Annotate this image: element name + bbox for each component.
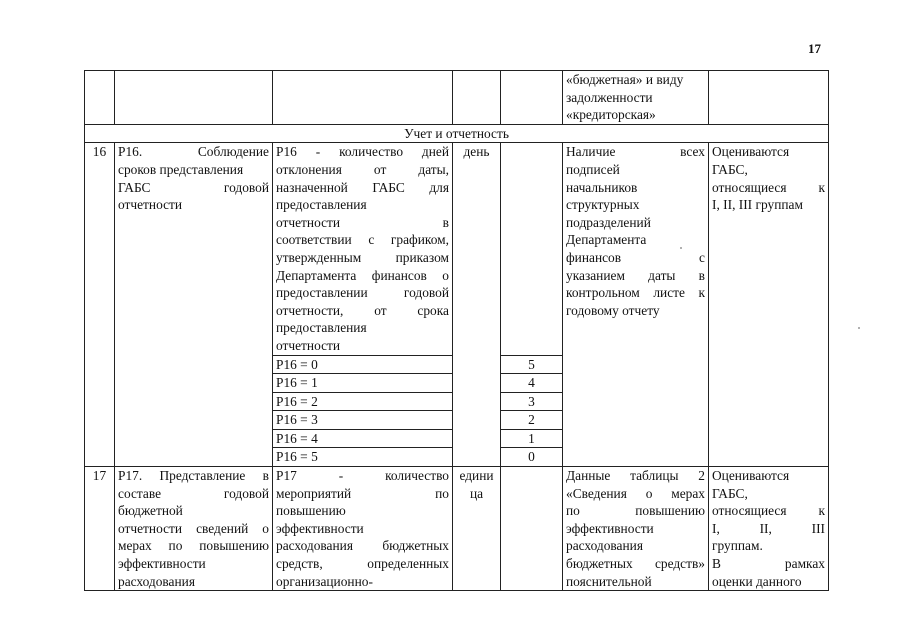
- unit: день: [453, 143, 501, 467]
- note: [709, 143, 829, 467]
- cell-note: [709, 71, 829, 125]
- score-condition: Р16 = 1: [273, 374, 453, 393]
- source-line: расходования: [566, 538, 643, 554]
- formula-line: предоставлении годовой: [276, 285, 449, 301]
- formula-line: отчетности: [276, 337, 341, 353]
- cell-formula: [273, 71, 453, 125]
- score-points: 1: [501, 429, 563, 448]
- note-line: I, II, III: [712, 520, 825, 536]
- source-line: контрольном листе к: [566, 285, 705, 301]
- name-word: годовой: [223, 179, 269, 195]
- cell-source: [563, 71, 709, 125]
- note-line: В рамках: [712, 556, 825, 572]
- data-source: [563, 143, 709, 467]
- name-line: сроков представления: [118, 161, 244, 177]
- cell-num: [85, 71, 115, 125]
- name-line: мерах по повышению: [118, 538, 269, 554]
- page-number: 17: [808, 41, 821, 56]
- formula-line: Департамента финансов о: [276, 267, 449, 283]
- criterion-line: задолженности: [566, 89, 653, 105]
- cell-unit: [453, 71, 501, 125]
- criterion-line: «бюджетная» и виду: [566, 72, 684, 87]
- name-line: отчетности сведений о: [118, 520, 269, 536]
- score-points: 5: [501, 355, 563, 374]
- source-line: структурных: [566, 197, 640, 213]
- note-line: Оцениваются: [712, 144, 790, 160]
- name-line: составе годовой: [118, 485, 269, 501]
- cell-score: [501, 71, 563, 125]
- source-line: годовому отчету: [566, 302, 660, 318]
- note-line: Оцениваются: [712, 468, 790, 484]
- formula-line: предоставления: [276, 197, 367, 213]
- score-condition: Р16 = 5: [273, 448, 453, 467]
- name-line: расходования: [118, 573, 195, 589]
- criteria-table: [84, 70, 829, 591]
- score-empty: [501, 467, 563, 591]
- formula-line: соответствии с графиком,: [276, 232, 449, 248]
- continuation-row: [85, 71, 829, 125]
- note-line: группам.: [712, 538, 763, 554]
- formula-line: повышению: [276, 503, 346, 519]
- formula-line: организационно-: [276, 573, 373, 589]
- note-line: ГАБС,: [712, 161, 748, 177]
- score-points: 2: [501, 411, 563, 430]
- name-word: Соблюдение: [197, 144, 269, 160]
- name-line: бюджетной: [118, 503, 183, 519]
- formula-line: отклонения от даты,: [276, 161, 449, 177]
- source-line: бюджетных средств»: [566, 556, 705, 572]
- source-line: подписей: [566, 161, 620, 177]
- formula: [273, 143, 453, 355]
- formula-line: назначенной ГАБС для: [276, 179, 449, 195]
- source-line: начальников: [566, 179, 638, 195]
- score-points: 3: [501, 392, 563, 411]
- cell-name: [115, 71, 273, 125]
- formula-line: утвержденным приказом: [276, 249, 449, 265]
- name-word: Р16.: [118, 144, 143, 160]
- criterion-line: «кредиторская»: [566, 107, 656, 123]
- unit-line: ца: [469, 485, 484, 501]
- source-line: финансов с: [566, 249, 705, 265]
- formula-line: мероприятий по: [276, 485, 449, 501]
- note-line: относящиеся к: [712, 179, 825, 195]
- row-17: [85, 467, 829, 591]
- formula-line: средств, определенных: [276, 556, 449, 572]
- scan-speck: [680, 247, 682, 249]
- note-line: ГАБС,: [712, 485, 748, 501]
- formula-line: отчетности в: [276, 214, 449, 230]
- source-line: по повышению: [566, 503, 705, 519]
- source-line: подразделений: [566, 214, 651, 230]
- source-line: Данные таблицы 2: [566, 468, 705, 484]
- source-line: Наличие всех: [566, 144, 705, 160]
- section-row: [85, 124, 829, 143]
- source-line: эффективности: [566, 520, 654, 536]
- formula-line: расходования бюджетных: [276, 538, 449, 554]
- source-line: Департамента: [566, 232, 647, 248]
- score-empty: [501, 143, 563, 355]
- formula: [273, 467, 453, 591]
- score-points: 4: [501, 374, 563, 393]
- note-line: оценки данного: [712, 573, 802, 589]
- row-16: [85, 143, 829, 355]
- criterion-name: [115, 143, 273, 467]
- scan-speck: [858, 327, 860, 329]
- source-line: указанием даты в: [566, 267, 705, 283]
- note-line: I, II, III группам: [712, 197, 803, 213]
- score-points: 0: [501, 448, 563, 467]
- formula-line: предоставления: [276, 320, 367, 336]
- row-number: 16: [85, 143, 115, 467]
- source-line: пояснительной: [566, 573, 652, 589]
- formula-line: отчетности, от срока: [276, 302, 449, 318]
- criterion-name: [115, 467, 273, 591]
- formula-line: эффективности: [276, 520, 364, 536]
- score-condition: Р16 = 3: [273, 411, 453, 430]
- section-title: Учет и отчетность: [85, 124, 829, 143]
- data-source: [563, 467, 709, 591]
- formula-line: Р17 - количество: [276, 468, 449, 484]
- score-condition: Р16 = 0: [273, 355, 453, 374]
- name-word: ГАБС: [118, 179, 151, 195]
- formula-line: Р16 - количество дней: [276, 144, 449, 160]
- name-line: эффективности: [118, 556, 206, 572]
- note: [709, 467, 829, 591]
- unit: [453, 467, 501, 591]
- score-condition: Р16 = 4: [273, 429, 453, 448]
- source-line: «Сведения о мерах: [566, 485, 705, 501]
- name-line: отчетности: [118, 197, 183, 213]
- name-line: Р17. Представление в: [118, 468, 269, 484]
- score-condition: Р16 = 2: [273, 392, 453, 411]
- unit-line: едини: [459, 468, 494, 484]
- note-line: относящиеся к: [712, 503, 825, 519]
- row-number: 17: [85, 467, 115, 591]
